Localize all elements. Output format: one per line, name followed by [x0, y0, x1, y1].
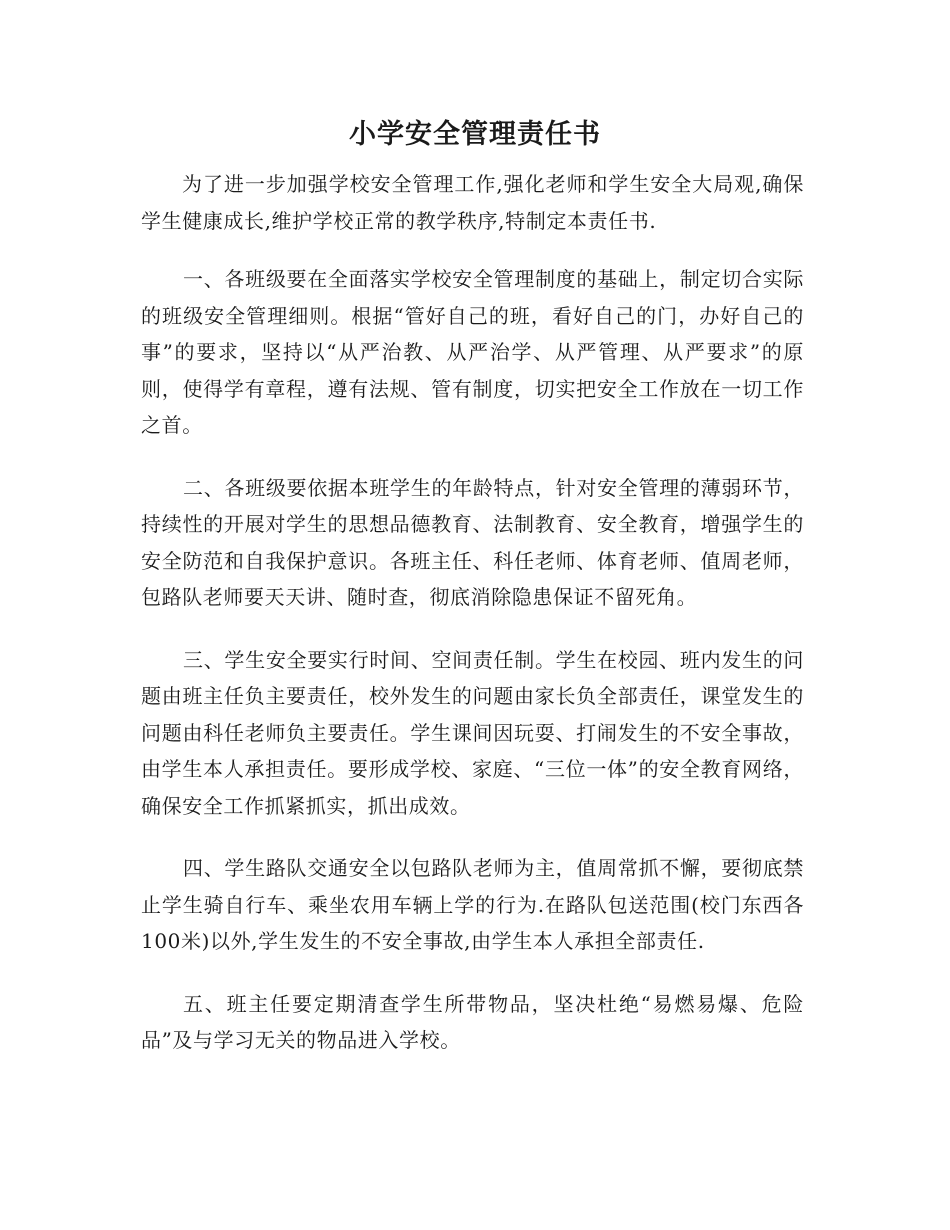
document-body: [141, 166, 804, 1085]
paragraph-2: 二、各班级要依据本班学生的年龄特点，针对安全管理的薄弱环节，持续性的开展对学生的思想品德教育、法制教育、安全教育，增强学生的安全防范和自我保护意识。各班主任、科任老师、体育老师、值周老师，包路队老师要天天讲、随时查，彻底消除隐患保证不留死角。: [141, 475, 804, 609]
paragraph-3: 三、学生安全要实行时间、空间责任制。学生在校园、班内发生的问题由班主任负主要责任，校外发生的问题由家长负全部责任，课堂发生的问题由科任老师负主要责任。学生课间因玩耍、打闹发生的不安全事故，由学生本人承担责任。要形成学校、家庭、“三位一体”的安全教育网络，确保安全工作抓紧抓实，抓出成效。: [141, 647, 804, 818]
paragraph-1: 一、各班级要在全面落实学校安全管理制度的基础上，制定切合实际的班级安全管理细则。根据“管好自己的班，看好自己的门，办好自己的事”的要求，坚持以“从严治教、从严治学、从严管理、从严要求”的原则，使得学有章程，遵有法规、管有制度，切实把安全工作放在一切工作之首。: [141, 267, 804, 437]
intro-paragraph: 为了进一步加强学校安全管理工作,强化老师和学生安全大局观,确保学生健康成长,维护学校正常的教学秩序,特制定本责任书.: [141, 172, 804, 233]
document-title: 小学安全管理责任书: [349, 119, 601, 150]
paragraph-5: 五、班主任要定期清查学生所带物品，坚决杜绝“易燃易爆、危险品”及与学习无关的物品进入学校。: [141, 991, 804, 1052]
paragraph-4: 四、学生路队交通安全以包路队老师为主，值周常抓不懈，要彻底禁止学生骑自行车、乘坐农用车辆上学的行为.在路队包送范围(校门东西各100米)以外,学生发生的不安全事故,由学生本人承担全部责任.: [141, 856, 804, 953]
